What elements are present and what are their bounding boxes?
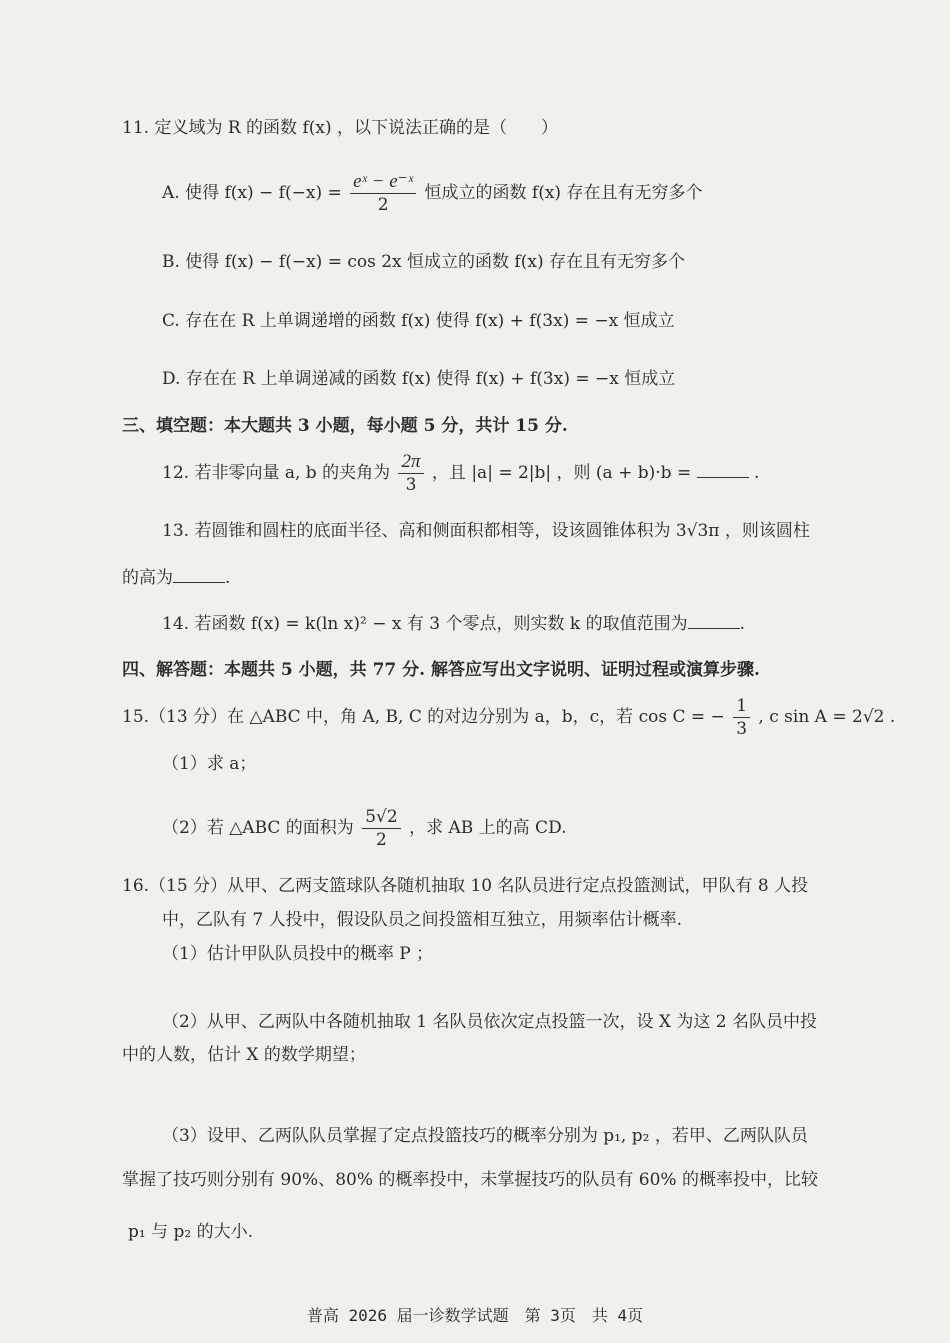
- q15-numerator: 1: [733, 695, 750, 718]
- q11-option-a-suffix: 恒成立的函数 f(x) 存在且有无穷多个: [424, 183, 703, 203]
- q16-line-1: 16.（15 分）从甲、乙两支篮球队各随机抽取 10 名队员进行定点投篮测试，甲队有 8 人投: [122, 876, 809, 896]
- q12-end: .: [754, 463, 760, 483]
- q16-part-3-line-1: （3）设甲、乙两队队员掌握了定点投篮技巧的概率分别为 p₁, p₂ ，若甲、乙两队队员: [162, 1126, 808, 1146]
- q15-fraction: [733, 695, 750, 740]
- q11-option-b: B. 使得 f(x) − f(−x) = cos 2x 恒成立的函数 f(x) 存在且有无穷多个: [162, 252, 685, 272]
- section-3-heading: 三、填空题：本大题共 3 小题，每小题 5 分，共计 15 分.: [122, 416, 568, 436]
- q11-option-a-fraction: [350, 171, 416, 216]
- q11-option-a-denominator: 2: [377, 195, 389, 215]
- q13-end: .: [225, 568, 231, 588]
- q13-line-2: [122, 566, 230, 590]
- q12-prefix: 12. 若非零向量 a, b 的夹角为: [162, 463, 391, 483]
- q14-text: 14. 若函数 f(x) = k(ln x)² − x 有 3 个零点，则实数 k 的取值范围为: [162, 614, 688, 634]
- page-footer: 普高 2026 届一诊数学试题 第 3页 共 4页: [306, 1306, 644, 1325]
- q15-part-1: （1）求 a；: [162, 754, 257, 774]
- q15-prefix: 15.（13 分）在 △ABC 中，角 A, B, C 的对边分别为 a，b，c，若 cos C = −: [122, 707, 725, 727]
- q13-line-2-text: 的高为: [122, 568, 173, 588]
- q11-option-a-numerator: eˣ − e⁻ˣ: [350, 171, 416, 194]
- q11-option-a: [162, 168, 702, 218]
- q15-part-2-suffix: ，求 AB 上的高 CD.: [409, 818, 567, 838]
- q16-part-2-line-1: （2）从甲、乙两队中各随机抽取 1 名队员依次定点投篮一次，设 X 为这 2 名队员中投: [162, 1012, 817, 1032]
- q12: [162, 448, 759, 498]
- q12-numerator: 2π: [398, 451, 423, 474]
- q16-part-1: （1）估计甲队队员投中的概率 P ；: [162, 944, 434, 964]
- q14-end: .: [739, 614, 745, 634]
- q13-answer-blank[interactable]: [173, 566, 225, 583]
- q15-part-2-denominator: 2: [376, 830, 387, 850]
- q11-option-c: C. 存在在 R 上单调递增的函数 f(x) 使得 f(x) + f(3x) = −x 恒成立: [162, 311, 675, 331]
- q15-part-2: [162, 800, 567, 856]
- q15-part-2-fraction: [362, 806, 400, 851]
- q15-denominator: 3: [736, 719, 748, 739]
- q14-answer-blank[interactable]: [688, 612, 740, 629]
- q11-stem: 11. 定义域为 R 的函数 f(x) ，以下说法正确的是（ ）: [122, 118, 558, 138]
- q16-part-3-line-2: 掌握了技巧则分别有 90%、80% 的概率投中，未掌握技巧的队员有 60% 的概率投中，比较: [122, 1170, 818, 1190]
- q12-fraction: [398, 451, 423, 496]
- q13-line-1: 13. 若圆锥和圆柱的底面半径、高和侧面积都相等，设该圆锥体积为 3√3π ，则该圆柱: [162, 521, 810, 541]
- section-4-heading: 四、解答题：本题共 5 小题，共 77 分. 解答应写出文字说明、证明过程或演算步骤.: [122, 660, 760, 680]
- q14: [162, 612, 745, 636]
- q15-part-2-prefix: （2）若 △ABC 的面积为: [162, 818, 354, 838]
- q16-part-2-line-2: 中的人数，估计 X 的数学期望；: [122, 1045, 366, 1065]
- q16-line-2: 中，乙队有 7 人投中，假设队员之间投篮相互独立，用频率估计概率.: [162, 910, 683, 930]
- q15-stem: [122, 692, 895, 742]
- q16-part-3-line-3: p₁ 与 p₂ 的大小.: [128, 1222, 254, 1242]
- q15-part-2-numerator: 5√2: [362, 806, 400, 829]
- q12-answer-blank[interactable]: [697, 461, 749, 478]
- q12-denominator: 3: [405, 475, 417, 495]
- q11-option-d: D. 存在在 R 上单调递减的函数 f(x) 使得 f(x) + f(3x) = −x 恒成立: [162, 369, 676, 389]
- q15-suffix: , c sin A = 2√2 .: [758, 707, 896, 727]
- q12-mid: ，且 |a| = 2|b| ，则 (a + b)·b =: [431, 463, 692, 483]
- q11-option-a-prefix: A. 使得 f(x) − f(−x) =: [162, 183, 342, 203]
